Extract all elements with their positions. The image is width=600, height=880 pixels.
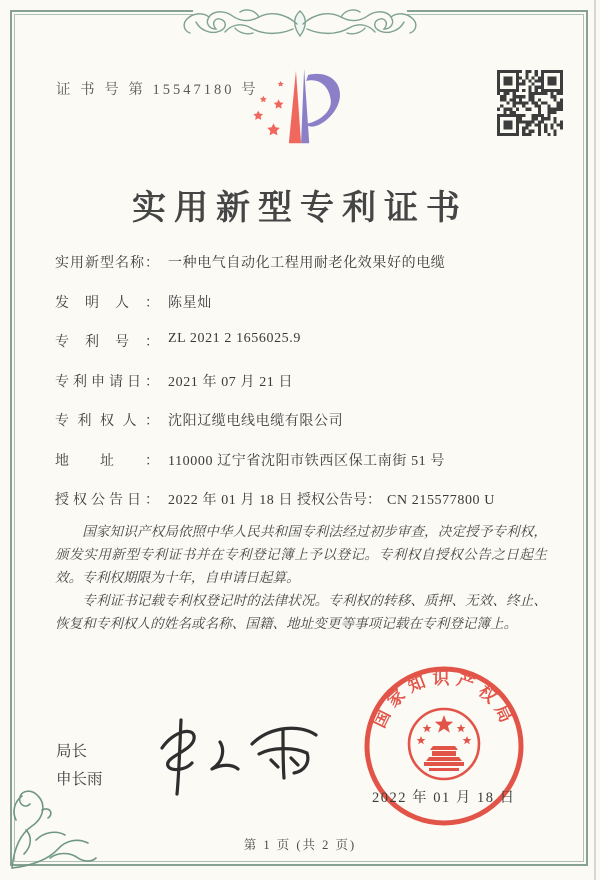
signatory-block [56, 738, 103, 794]
signatory-name: 申长雨 [56, 771, 103, 788]
dragon-crest-ornament [175, 2, 425, 44]
field-label: 地址： [55, 453, 159, 469]
field-value: ZL 2021 2 1656025.9 [168, 331, 301, 346]
field-label: 授权公告号： [297, 493, 381, 508]
field-row-utility-name [55, 252, 555, 292]
signatory-title: 局长 [56, 743, 88, 760]
field-row-inventor [55, 292, 555, 332]
legal-text-block [55, 520, 547, 635]
cnipa-logo-icon [247, 62, 349, 150]
legal-paragraph: 国家知识产权局依照中华人民共和国专利法经过初步审查，决定授予专利权，颁发实用新型专利证书并在专利登记簿上予以登记。专利权自授权公告之日起生效。专利权期限为十年，自申请日起算。 [55, 524, 547, 585]
certificate-fields [55, 252, 555, 529]
field-value: 2021 年 07 月 21 日 [168, 374, 294, 390]
field-label: 实用新型名称： [55, 256, 159, 271]
field-value: 陈星灿 [168, 295, 212, 311]
commissioner-signature [132, 712, 332, 812]
qr-code [497, 70, 563, 136]
field-value: 2022 年 01 月 18 日 [168, 493, 294, 508]
field-row-address [55, 450, 555, 490]
field-row-patent-number [55, 331, 555, 371]
certificate-number: 证 书 号 第 15547180 号 [56, 82, 259, 98]
field-pair-grant-number [297, 489, 495, 509]
field-value: 110000 辽宁省沈阳市铁西区保工南街 51 号 [168, 453, 445, 469]
field-label: 专利申请日： [55, 374, 159, 390]
field-value: 沈阳辽缆电线电缆有限公司 [168, 414, 344, 429]
paper-edge-line [594, 0, 596, 880]
field-label: 专利权人： [55, 414, 159, 429]
seal-date: 2022 年 01 月 18 日 [372, 790, 516, 806]
field-value: CN 215577800 U [387, 493, 495, 508]
page-number: 第 1 页 (共 2 页) [243, 838, 357, 852]
field-label: 授权公告日： [55, 493, 159, 508]
national-emblem-icon [409, 709, 479, 779]
field-row-filing-date [55, 371, 555, 411]
field-row-patentee [55, 410, 555, 450]
legal-paragraph: 专利证书记载专利权登记时的法律状况。专利权的转移、质押、无效、终止、恢复和专利权人的姓名或名称、国籍、地址变更等事项记载在专利登记簿上。 [55, 593, 547, 631]
field-label: 专利号： [55, 335, 159, 350]
seal-text: 国家知识产权局 [369, 669, 519, 731]
field-value: 一种电气自动化工程用耐老化效果好的电缆 [168, 256, 446, 271]
certificate-title: 实用新型专利证书 [132, 190, 468, 227]
field-label: 发明人： [55, 295, 159, 311]
